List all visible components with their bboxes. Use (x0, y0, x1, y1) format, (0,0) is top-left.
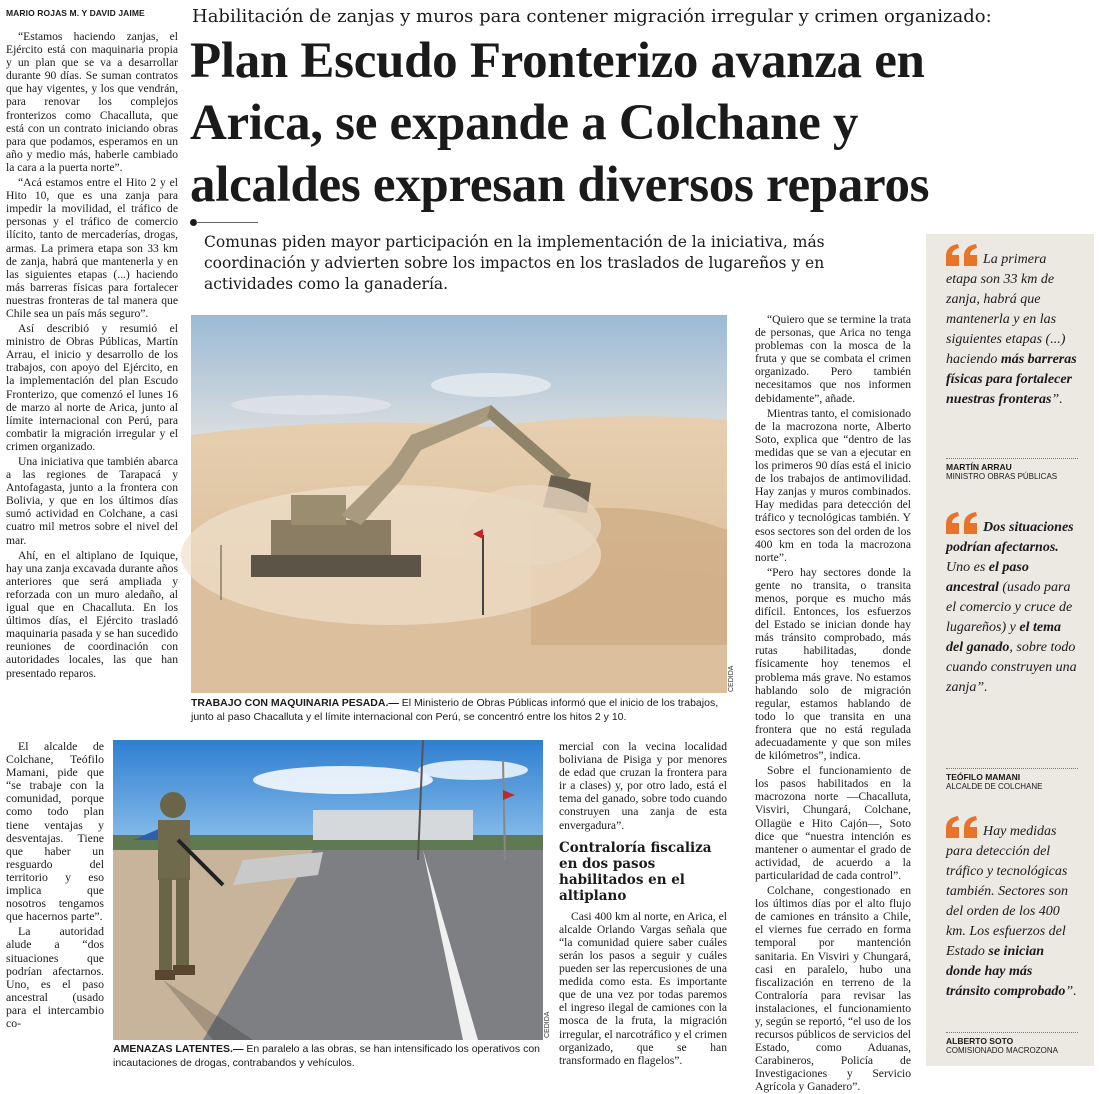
headline-line-1: Plan Escudo Fronterizo avanza en (190, 33, 925, 89)
paragraph: “Pero hay sectores donde la gente no transita, o transita menos, porque es mucho más difícil. Entonces, los esfuerzos del Estado se inician donde hay más tránsito comprobado, más rutas habilitadas, donde físicamente hoy tenemos el problema más grave. No estamos hablando solo de migración regular, estamos hablando de todo lo que transita en una frontera que no está regulada adecuadamente y que son miles de kilómetros”, indica. (755, 565, 911, 763)
paragraph: mercial con la vecina localidad boliviana de Pisiga y por menores de edad que cruzan la frontera para ir a clases) y, por otro lado, está el tema del ganado, sobre todo cuando construyen una zanja de esta envergadura”. (559, 740, 727, 832)
paragraph: Casi 400 km al norte, en Arica, el alcalde Orlando Vargas señala que “la comunidad quiere saber cuáles serán los pasos a seguir y cuáles pueden ser las repercusiones de una medida como esta. Es importante que de una vez por todas paremos el ingreso ilegal de camiones con la mosca de la fruta, la migración irregular, el narcotráfico y el crimen organizado, que se han transformado en flagelos”. (559, 909, 727, 1067)
paragraph: La autoridad alude a “dos situaciones que podrían afectarnos. Uno, es el paso ancestral (usado para el intercambio co- (6, 924, 104, 1030)
photo-excavator (191, 315, 727, 693)
headline (190, 30, 1095, 216)
paragraph: Sobre el funcionamiento de los pasos habilitados en la macrozona norte —Chacalluta, Visviri, Chungará, Colchane, Ollagüe e Hito Cajón—, Soto dice que “nuestra intención es mantener o aumentar el grado de actividad, de acuerdo a la particularidad de cada control”. (755, 764, 911, 882)
body-column-3 (755, 313, 911, 1094)
quote-mark-icon (946, 244, 980, 266)
pull-quote: Hay medidas para detección del tráfico y tecnológicas también. Sectores son del orden de los 400 km. Los esfuerzos del Estado se inician donde hay más tránsito comprobado”. (946, 816, 1078, 1002)
caption-lead: AMENAZAS LATENTES.— (113, 1043, 244, 1055)
body-column-1 (6, 30, 178, 680)
kicker: Habilitación de zanjas y muros para contener migración irregular y crimen organizado: (192, 6, 992, 27)
caption-text: El Ministerio de Obras Públicas informó que el inicio de los trabajos, junto al paso Chacalluta y el límite internacional con Perú, se concentró entre los hitos 2 y 10. (191, 697, 719, 723)
body-column-2 (559, 740, 727, 1067)
quote-attribution: TEÓFILO MAMANI ALCALDE DE COLCHANE (946, 768, 1078, 792)
headline-rule (196, 222, 258, 223)
paragraph: Mientras tanto, el comisionado de la macrozona norte, Alberto Soto, explica que “dentro de las medidas que se van a ejecutar en los primeros 90 días está el inicio de los trabajos de antimovilidad. Hay zanjas y muros combinados. Hay medidas para detección del tráfico y tecnológicas también. Y esos sectores son del orden de los 400 km en toda la macrozona norte”. (755, 406, 911, 564)
quote-attribution: MARTÍN ARRAU MINISTRO OBRAS PÚBLICAS (946, 458, 1078, 482)
headline-line-3: alcaldes expresan diversos reparos (190, 157, 930, 213)
paragraph: “Quiero que se termine la trata de personas, que Arica no tenga problemas con la mosca de la fruta y que se combata el crimen organizado. Pero también necesitamos que nos informen debidamente”, añade. (755, 313, 911, 405)
photo-soldier (113, 740, 543, 1040)
paragraph: Una iniciativa que también abarca a las regiones de Tarapacá y Antofagasta, junto a la frontera con Bolivia, y que en los últimos días sumó actividad en Colchane, a casi cuatro mil metros sobre el nivel del mar. (6, 455, 178, 547)
photo-credit: CEDIDA (544, 1011, 551, 1038)
pull-quote: La primera etapa son 33 km de zanja, habrá que mantenerla y en las siguientes etapas (...) haciendo más barreras físicas para fortalecer nuestras fronteras”. (946, 244, 1078, 410)
caption-text: En paralelo a las obras, se han intensificado los operativos con incautaciones de drogas, contrabandos y vehículos. (113, 1043, 540, 1069)
quotes-sidebar (926, 234, 1094, 1066)
pull-quote: Dos situaciones podrían afectarnos. Uno es el paso ancestral (usado para el comercio y cruce de lugareños) y el tema del ganado, sobre todo cuando construyen una zanja”. (946, 512, 1078, 698)
byline: MARIO ROJAS M. Y DAVID JAIME (6, 8, 145, 18)
photo-caption (113, 1043, 553, 1070)
paragraph: El alcalde de Colchane, Teófilo Mamani, pide que “se trabaje con la comunidad, porque como todo plan tiene ventajas y desventajas. Tiene que haber un resguardo del territorio y eso implica que nosotros tengamos que hacernos parte”. (6, 739, 104, 924)
paragraph: Colchane, congestionado en los últimos días por el alto flujo de camiones en tránsito a Chile, el viernes fue cerrado en forma temporal por mantención sanitaria. En Visviri y Chungará, casi en paralelo, hubo una fiscalización en terreno de la Contraloría para revisar las instalaciones, el funcionamiento y, según se reportó, “el uso de los recursos públicos de servicios del Estado, como Aduanas, Carabineros, Policía de Investigaciones y Servicio Agrícola y Ganadero”. (755, 884, 911, 1094)
quote-mark-icon (946, 512, 980, 534)
photo-caption (191, 697, 731, 724)
paragraph: “Estamos haciendo zanjas, el Ejército está con maquinaria propia y un plan que se va a desarrollar durante 90 días. Se suman contratos que hay vigentes, y los que vendrán, para renovar los complejos fronterizos como Chacalluta, que está con un contrato iniciando obras para que podamos, esperamos en un año y medio más, haberle cambiado la cara a la puerta norte”. (6, 30, 178, 174)
quote-mark-icon (946, 816, 980, 838)
paragraph: “Acá estamos entre el Hito 2 y el Hito 10, que es una zanja para impedir la movilidad, el tráfico de personas y el tráfico de comercio ilícito, tanto de mercaderías, drogas, armas. La primera etapa son 33 km de zanja, habrá que mantenerla y en las siguientes etapas (...) haciendo más barreras físicas para fortalecer nuestras fronteras de tal manera que Chile sea un país más seguro”. (6, 176, 178, 320)
headline-line-2: Arica, se expande a Colchane y (190, 95, 859, 151)
subhead: Contraloría fiscaliza en dos pasos habilitados en el altiplano (559, 839, 712, 904)
body-column-1-continued (6, 740, 104, 1030)
paragraph: Ahí, en el altiplano de Iquique, hay una zanja excavada durante años anteriores que será ampliada y reforzada con un muro aledaño, al igual que en Chacalluta. En los últimos días, el Ejército trasladó maquinaria pasada y se han sucedido reuniones de coordinación con autoridades locales, las que han presentado reparos. (6, 548, 178, 680)
paragraph: Así describió y resumió el ministro de Obras Públicas, Martín Arrau, el inicio y desarrollo de los trabajos, con apoyo del Ejército, en la implementación del plan Escudo Fronterizo, que comenzó el lunes 16 de marzo al norte de Arica, junto al límite internacional con Perú, para combatir la migración irregular y el crimen organizado. (6, 322, 178, 453)
photo-credit: CEDIDA (728, 665, 735, 692)
quote-attribution: ALBERTO SOTO COMISIONADO MACROZONA (946, 1032, 1078, 1056)
caption-lead: TRABAJO CON MAQUINARIA PESADA.— (191, 697, 399, 709)
deck: Comunas piden mayor participación en la implementación de la iniciativa, más coordinación y advierten sobre los impactos en los traslados de lugareños y en actividades como la ganadería. (204, 233, 825, 293)
